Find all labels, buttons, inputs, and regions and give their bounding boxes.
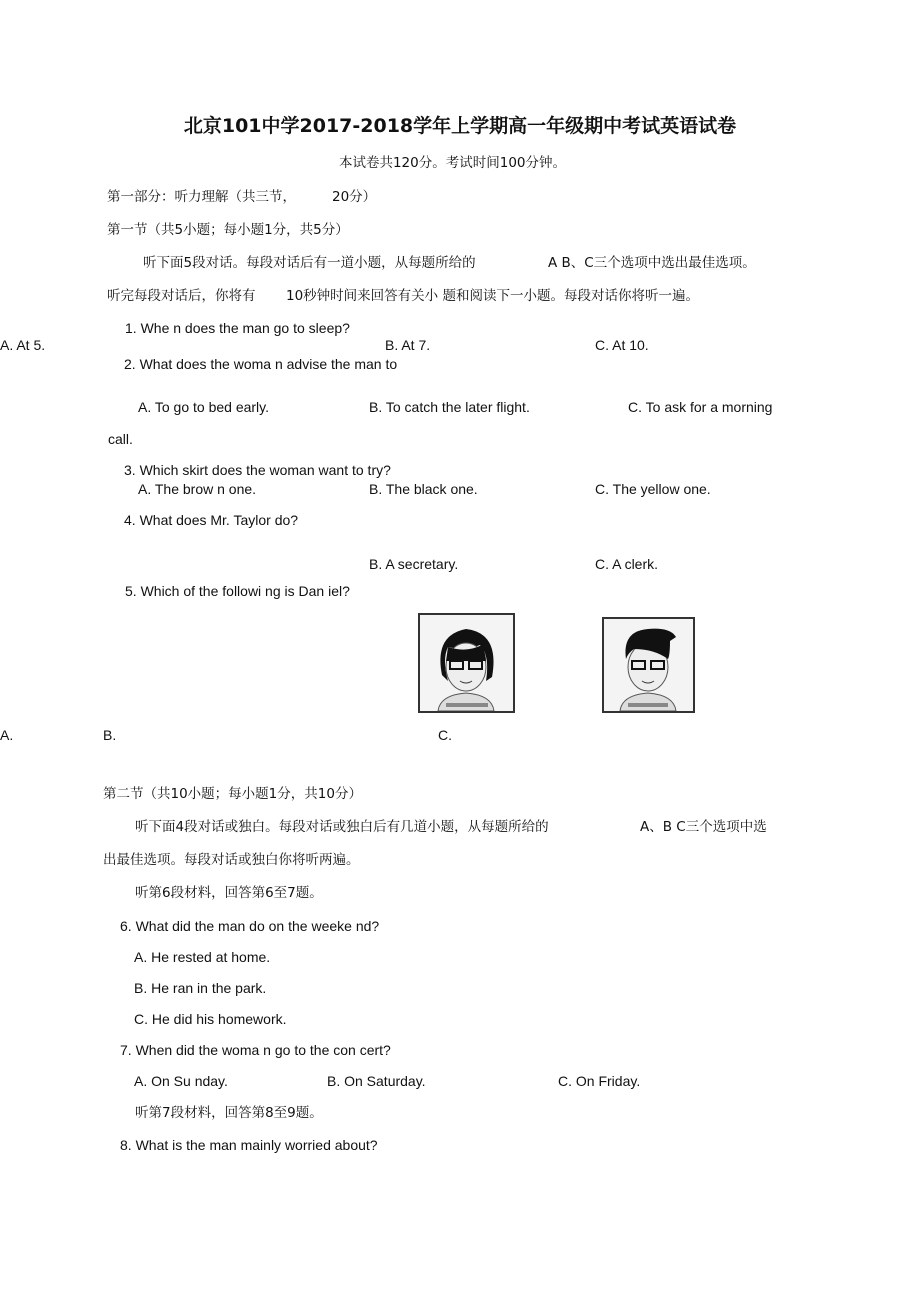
option-b: B. The black one. xyxy=(369,481,478,497)
option-b: B. He ran in the park. xyxy=(134,980,267,996)
option-c: C. A clerk. xyxy=(595,556,659,572)
question-5: 5. Which of the followi ng is Dan iel? xyxy=(125,583,350,599)
part1-score: 20分） xyxy=(332,189,377,205)
option-c: C. He did his homework. xyxy=(134,1011,287,1027)
question-7: 7. When did the woma n go to the con cert? xyxy=(120,1042,391,1058)
exam-info: 本试卷共120分。考试时间100分钟。 xyxy=(338,155,567,171)
question-4: 4. What does Mr. Taylor do? xyxy=(124,512,299,528)
section2-heading: 第二节（共10小题；每小题1分，共10分） xyxy=(103,786,362,802)
option-a: A. To go to bed early. xyxy=(138,399,270,415)
material-6-note: 听第6段材料，回答第6至7题。 xyxy=(135,885,323,901)
option-c: C. To ask for a morning xyxy=(628,399,773,415)
page-title: 北京101中学2017-2018学年上学期高一年级期中考试英语试卷 xyxy=(183,115,737,137)
section1-heading: 第一节（共5小题；每小题1分，共5分） xyxy=(107,222,349,238)
option-c: C. The yellow one. xyxy=(595,481,711,497)
question-8: 8. What is the man mainly worried about? xyxy=(120,1137,378,1153)
option-b: B. At 7. xyxy=(385,337,431,353)
boy-with-glasses-picture xyxy=(602,617,695,713)
section2-instruction: 出最佳选项。每段对话或独白你将听两遍。 xyxy=(103,852,360,868)
section1-instruction: A B、C三个选项中选出最佳选项。 xyxy=(548,255,756,271)
part1-heading: 第一部分：听力理解（共三节， xyxy=(107,189,296,205)
question-1: 1. Whe n does the man go to sleep? xyxy=(125,320,350,336)
section1-instruction: 听下面5段对话。每段对话后有一道小题，从每题所给的 xyxy=(143,255,476,271)
option-a: A. On Su nday. xyxy=(134,1073,228,1089)
question-2: 2. What does the woma n advise the man to xyxy=(124,356,398,372)
question-3: 3. Which skirt does the woman want to try? xyxy=(124,462,391,478)
section1-instruction: 10秒钟时间来回答有关小 题和阅读下一小题。每段对话你将听一遍。 xyxy=(286,288,699,304)
girl-with-glasses-picture xyxy=(418,613,515,713)
material-7-note: 听第7段材料，回答第8至9题。 xyxy=(135,1105,323,1121)
section1-instruction: 听完每段对话后，你将有 xyxy=(107,288,256,304)
section2-instruction: A、B C三个选项中选 xyxy=(640,819,767,835)
option-c: C. At 10. xyxy=(595,337,649,353)
option-c: C. On Friday. xyxy=(558,1073,641,1089)
option-a: A. He rested at home. xyxy=(134,949,271,965)
section2-instruction: 听下面4段对话或独白。每段对话或独白后有几道小题，从每题所给的 xyxy=(135,819,549,835)
option-a: A. xyxy=(0,727,14,743)
option-b: B. A secretary. xyxy=(369,556,459,572)
option-a: A. The brow n one. xyxy=(138,481,257,497)
option-c-continued: call. xyxy=(108,431,133,447)
option-b: B. On Saturday. xyxy=(327,1073,426,1089)
option-a: A. At 5. xyxy=(0,337,46,353)
option-b: B. xyxy=(103,727,117,743)
option-b: B. To catch the later flight. xyxy=(369,399,530,415)
question-6: 6. What did the man do on the weeke nd? xyxy=(120,918,380,934)
option-c: C. xyxy=(438,727,452,743)
